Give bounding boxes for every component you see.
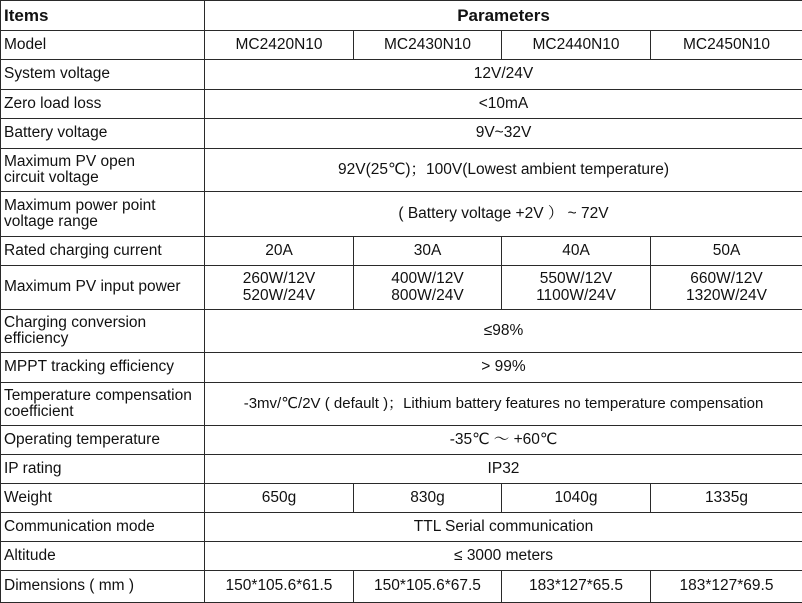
row-value: TTL Serial communication: [205, 513, 802, 542]
dimensions-cell: 183*127*65.5: [502, 571, 651, 603]
pv-power-line: 800W/24V: [391, 286, 464, 304]
table-row: [1, 383, 802, 426]
table-row: [1, 192, 802, 237]
row-label: Battery voltage: [1, 119, 205, 149]
row-label: Maximum PV input power: [1, 266, 205, 310]
pv-power-line: 520W/24V: [242, 286, 316, 304]
dimensions-cell: 150*105.6*67.5: [354, 571, 502, 603]
table-row: [1, 484, 802, 513]
table-row: [1, 571, 802, 603]
pv-power-line: 260W/12V: [242, 270, 316, 288]
row-label: Altitude: [1, 542, 205, 571]
row-label-line: Temperature compensation: [4, 386, 192, 404]
row-value: IP32: [205, 455, 802, 484]
row-label-line: circuit voltage: [4, 169, 99, 186]
row-label: Dimensions ( mm ): [1, 571, 205, 603]
row-label: IP rating: [1, 455, 205, 484]
row-label: [1, 383, 205, 426]
table-row: [1, 31, 802, 60]
table-row: [1, 90, 802, 119]
pv-power-cell: [354, 266, 502, 310]
table-row: [1, 60, 802, 90]
row-label-line: Maximum PV open: [4, 152, 135, 170]
current-cell: 30A: [354, 237, 502, 266]
pv-power-line: 1320W/24V: [686, 286, 767, 304]
row-value: ≤ 3000 meters: [205, 542, 802, 571]
table-row: [1, 310, 802, 353]
dimensions-cell: 183*127*69.5: [651, 571, 802, 603]
row-label: System voltage: [1, 60, 205, 90]
table-row: [1, 149, 802, 192]
row-label-line: Maximum power point: [4, 196, 156, 214]
model-cell: MC2450N10: [651, 31, 802, 60]
weight-cell: 830g: [354, 484, 502, 513]
row-label-line: Charging conversion: [4, 313, 147, 331]
row-label: [1, 149, 205, 192]
row-value: ( Battery voltage +2V ） ~ 72V: [205, 192, 802, 237]
weight-cell: 1040g: [502, 484, 651, 513]
header-row: [1, 1, 802, 31]
row-label: [1, 310, 205, 353]
row-value: <10mA: [205, 90, 802, 119]
row-label-line: efficiency: [4, 330, 69, 347]
row-label: Operating temperature: [1, 426, 205, 455]
dimensions-cell: 150*105.6*61.5: [205, 571, 354, 603]
table-row: [1, 426, 802, 455]
header-parameters: Parameters: [205, 1, 802, 31]
table-row: [1, 542, 802, 571]
pv-power-cell: [205, 266, 354, 310]
current-cell: 40A: [502, 237, 651, 266]
pv-power-line: 1100W/24V: [536, 286, 616, 304]
row-value: 9V~32V: [205, 119, 802, 149]
pv-power-line: 550W/12V: [539, 270, 613, 288]
row-value: -35℃ ～ +60℃: [205, 426, 802, 455]
current-cell: 50A: [651, 237, 802, 266]
header-items: Items: [1, 1, 205, 31]
pv-power-cell: [502, 266, 651, 310]
model-cell: MC2420N10: [205, 31, 354, 60]
table-row: [1, 353, 802, 383]
row-label-line: voltage range: [4, 213, 98, 230]
row-value: 12V/24V: [205, 60, 802, 90]
weight-cell: 650g: [205, 484, 354, 513]
model-cell: MC2440N10: [502, 31, 651, 60]
pv-power-line: 660W/12V: [690, 270, 763, 288]
row-value: ≤98%: [205, 310, 802, 353]
row-label: Communication mode: [1, 513, 205, 542]
row-label: Model: [1, 31, 205, 60]
table-row: [1, 513, 802, 542]
row-value: -3mv/℃/2V ( default )；Lithium battery features no temperature compensation: [205, 383, 802, 426]
table-row: [1, 237, 802, 266]
row-label: Zero load loss: [1, 90, 205, 119]
pv-power-cell: [651, 266, 802, 310]
table-row: [1, 119, 802, 149]
row-label: MPPT tracking efficiency: [1, 353, 205, 383]
table-row: [1, 455, 802, 484]
row-value: 92V(25℃)；100V(Lowest ambient temperature): [205, 149, 802, 192]
model-cell: MC2430N10: [354, 31, 502, 60]
table-row: [1, 266, 802, 310]
row-label: [1, 192, 205, 237]
pv-power-line: 400W/12V: [391, 270, 464, 288]
row-label: Weight: [1, 484, 205, 513]
current-cell: 20A: [205, 237, 354, 266]
row-label: Rated charging current: [1, 237, 205, 266]
row-value: > 99%: [205, 353, 802, 383]
row-label-line: coefficient: [4, 403, 74, 420]
weight-cell: 1335g: [651, 484, 802, 513]
